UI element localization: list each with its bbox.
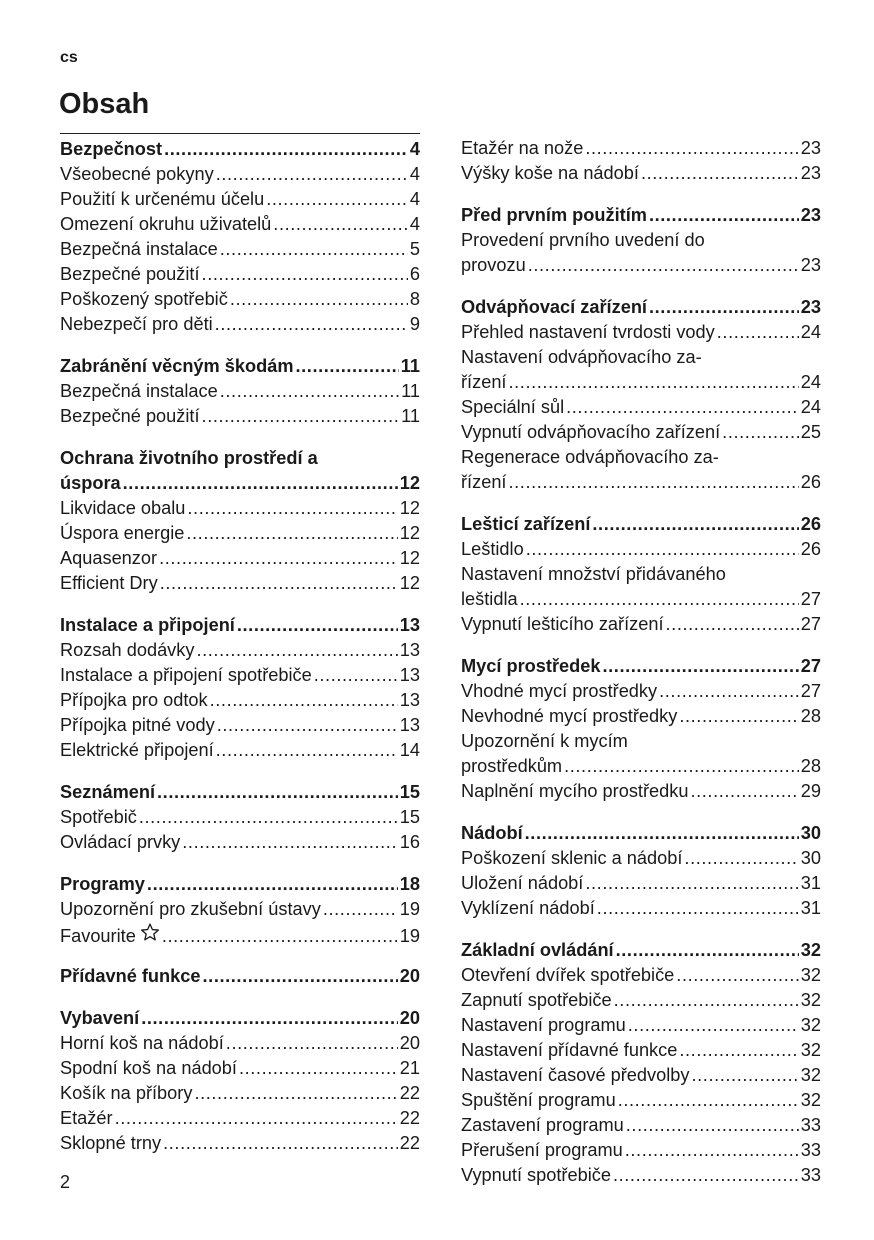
dot-leader (528, 253, 799, 278)
dot-leader (509, 370, 799, 395)
toc-page-number: 5 (409, 239, 420, 259)
toc-entry-title: Zastavení programu (461, 1115, 624, 1135)
toc-entry-title: Leštidlo (461, 539, 524, 559)
toc-entry[interactable] (60, 312, 420, 337)
dot-leader (649, 295, 799, 320)
dot-leader (603, 654, 799, 679)
toc-entry[interactable] (461, 395, 821, 420)
dot-leader (230, 287, 408, 312)
toc-entry[interactable] (461, 988, 821, 1013)
toc-page-number: 30 (800, 848, 821, 868)
toc-page-number: 13 (399, 690, 420, 710)
toc-entry[interactable] (461, 1163, 821, 1188)
toc-section-heading[interactable] (60, 872, 420, 897)
toc-page-number: 12 (399, 573, 420, 593)
toc-page-number: 12 (399, 523, 420, 543)
toc-entry[interactable] (60, 1031, 420, 1056)
toc-entry-title: leštidla (461, 589, 518, 609)
dot-leader (216, 738, 398, 763)
toc-entry[interactable] (60, 262, 420, 287)
toc-section (461, 935, 821, 1188)
toc-section (461, 818, 821, 921)
dot-leader (216, 162, 408, 187)
toc-entry-title: Přehled nastavení tvrdosti vody (461, 322, 715, 342)
toc-entry[interactable] (461, 320, 821, 345)
dot-leader (314, 663, 398, 688)
toc-entry[interactable] (461, 871, 821, 896)
dot-leader (613, 1163, 799, 1188)
toc-section (60, 610, 420, 763)
toc-page-number: 25 (800, 422, 821, 442)
toc-entry[interactable] (60, 187, 420, 212)
toc-entry[interactable] (60, 1106, 420, 1131)
toc-entry[interactable] (60, 663, 420, 688)
dot-leader (526, 537, 799, 562)
toc-entry-title: úspora (60, 473, 121, 493)
dot-leader (616, 938, 799, 963)
toc-page-number: 12 (399, 498, 420, 518)
toc-page-number: 24 (800, 397, 821, 417)
toc-entry-title: Přerušení programu (461, 1140, 623, 1160)
toc-page-number: 18 (399, 874, 420, 894)
toc-page-number: 32 (800, 965, 821, 985)
dot-leader (210, 688, 398, 713)
toc-page-number: 20 (399, 1008, 420, 1028)
toc-entry-title: Aquasenzor (60, 548, 158, 568)
toc-page-number: 13 (399, 665, 420, 685)
toc-entry[interactable] (60, 897, 420, 922)
dot-leader (614, 988, 799, 1013)
toc-entry-title: Etažér (60, 1108, 113, 1128)
toc-page-number: 6 (409, 264, 420, 284)
dot-leader (215, 312, 408, 337)
dot-leader (157, 780, 398, 805)
toc-entry[interactable] (60, 1056, 420, 1081)
toc-page-number: 33 (800, 1140, 821, 1160)
toc-section (60, 961, 420, 989)
toc-entry-title: Nastavení časové předvolby (461, 1065, 690, 1085)
dot-leader (187, 496, 397, 521)
toc-section (461, 509, 821, 637)
toc-heading-line: Ochrana životního prostředí a (60, 448, 318, 468)
toc-entry[interactable] (461, 161, 821, 186)
toc-entry-title: Nevhodné mycí prostředky (461, 706, 678, 726)
toc-section-heading[interactable] (60, 471, 420, 496)
toc-entry[interactable] (461, 754, 821, 779)
toc-entry-line: Nastavení množství přidávaného (461, 564, 726, 584)
toc-entry[interactable] (461, 253, 821, 278)
toc-page-number: 27 (800, 681, 821, 701)
toc-page-number: 19 (399, 926, 420, 946)
dot-leader (203, 964, 398, 989)
dot-leader (666, 612, 799, 637)
toc-section-heading[interactable] (461, 295, 821, 320)
toc-page-number: 4 (409, 164, 420, 184)
toc-section (60, 777, 420, 855)
toc-entry-title: Nastavení přídavné funkce (461, 1040, 678, 1060)
language-code: cs (60, 49, 78, 66)
dot-leader (628, 1013, 799, 1038)
toc-entry[interactable] (60, 1081, 420, 1106)
toc-page-number: 12 (399, 473, 420, 493)
toc-section (60, 869, 420, 947)
toc-entry-line: Nastavení odvápňovacího za- (461, 347, 702, 367)
toc-page-number: 14 (399, 740, 420, 760)
dot-leader (273, 212, 408, 237)
toc-entry-title: Horní koš na nádobí (60, 1033, 224, 1053)
dot-leader (564, 754, 799, 779)
toc-page-number: 24 (800, 322, 821, 342)
toc-entry-title: Odvápňovací zařízení (461, 297, 647, 317)
toc-page-number: 32 (800, 1065, 821, 1085)
toc-page-number: 29 (800, 781, 821, 801)
toc-entry-title: Spotřebič (60, 807, 137, 827)
toc-page-number: 8 (409, 289, 420, 309)
toc-entry-title: Likvidace obalu (60, 498, 186, 518)
toc-entry-title: Speciální sůl (461, 397, 565, 417)
dot-leader (220, 237, 408, 262)
toc-page-number: 31 (800, 898, 821, 918)
toc-page-number: 26 (800, 514, 821, 534)
toc-entry[interactable] (461, 846, 821, 871)
toc-section-heading[interactable] (461, 512, 821, 537)
toc-entry-title: Před prvním použitím (461, 205, 647, 225)
toc-entry[interactable] (461, 420, 821, 445)
toc-section (461, 651, 821, 804)
toc-section-heading[interactable] (461, 938, 821, 963)
toc-entry[interactable] (60, 287, 420, 312)
toc-entry-title: Efficient Dry (60, 573, 158, 593)
dot-leader (182, 830, 397, 855)
toc-left-column (60, 133, 420, 1156)
toc-entry[interactable] (461, 612, 821, 637)
dot-leader (217, 713, 398, 738)
toc-entry-title: Etažér na nože (461, 138, 584, 158)
dot-leader (691, 1063, 798, 1088)
toc-entry-title: Instalace a připojení spotřebiče (60, 665, 312, 685)
toc-entry-title: Programy (60, 874, 145, 894)
toc-page-number: 13 (399, 715, 420, 735)
toc-entry-title: Košík na příbory (60, 1083, 193, 1103)
toc-entry[interactable] (461, 963, 821, 988)
toc-entry-title: Mycí prostředek (461, 656, 601, 676)
toc-page-number: 13 (399, 640, 420, 660)
dot-leader (509, 470, 799, 495)
toc-entry-title: Instalace a připojení (60, 615, 235, 635)
toc-entry-title: Přípojka pitné vody (60, 715, 215, 735)
dot-leader (597, 896, 799, 921)
toc-entry[interactable] (461, 679, 821, 704)
toc-page-number: 9 (409, 314, 420, 334)
star-icon (140, 922, 160, 949)
toc-page-number: 12 (399, 548, 420, 568)
toc-entry[interactable] (60, 162, 420, 187)
toc-entry-title: Bezpečná instalace (60, 381, 218, 401)
toc-section-heading[interactable] (60, 780, 420, 805)
toc-entry[interactable] (461, 779, 821, 804)
toc-entry-title: Omezení okruhu uživatelů (60, 214, 272, 234)
toc-entry[interactable] (60, 688, 420, 713)
toc-entry[interactable] (461, 1063, 821, 1088)
toc-page-number: 22 (399, 1108, 420, 1128)
toc-entry-title: řízení (461, 372, 507, 392)
dot-leader (266, 187, 408, 212)
toc-page-number: 11 (401, 406, 420, 426)
dot-leader (160, 571, 398, 596)
toc-entry[interactable] (461, 587, 821, 612)
toc-entry[interactable] (461, 370, 821, 395)
toc-entry-line: Upozornění k mycím (461, 731, 628, 751)
toc-page-number: 22 (399, 1083, 420, 1103)
dot-leader (296, 354, 399, 379)
toc-entry-title: Elektrické připojení (60, 740, 214, 760)
dot-leader (641, 161, 799, 186)
toc-entry-title: Lešticí zařízení (461, 514, 591, 534)
toc-entry-title: Spuštění programu (461, 1090, 616, 1110)
dot-leader (525, 821, 799, 846)
dot-leader (717, 320, 799, 345)
dot-leader (202, 404, 400, 429)
toc-page-number: 11 (401, 381, 420, 401)
toc-entry-title: Všeobecné pokyny (60, 164, 214, 184)
toc-entry[interactable] (60, 922, 420, 947)
toc-page-number: 22 (399, 1133, 420, 1153)
toc-entry[interactable] (60, 521, 420, 546)
toc-page-number: 4 (409, 139, 420, 159)
dot-leader (585, 136, 798, 161)
toc-entry-line: Regenerace odvápňovacího za- (461, 447, 719, 467)
toc-entry[interactable] (60, 830, 420, 855)
dot-leader (625, 1138, 799, 1163)
toc-entry[interactable] (461, 1138, 821, 1163)
toc-page-number: 16 (399, 832, 420, 852)
toc-section-heading[interactable] (461, 821, 821, 846)
toc-entry-line: Provedení prvního uvedení do (461, 230, 705, 250)
toc-entry-title: Vhodné mycí prostředky (461, 681, 658, 701)
dot-leader (186, 521, 397, 546)
toc-entry[interactable] (461, 470, 821, 495)
toc-section (461, 292, 821, 495)
toc-entry-title: Zabránění věcným škodám (60, 356, 294, 376)
toc-entry[interactable] (461, 136, 821, 161)
toc-section-heading[interactable] (60, 613, 420, 638)
toc-page-number: 24 (800, 372, 821, 392)
toc-page-number: 20 (399, 1033, 420, 1053)
toc-page-number: 23 (800, 297, 821, 317)
toc-page-number: 32 (800, 1040, 821, 1060)
toc-entry-title: Vypnutí spotřebiče (461, 1165, 611, 1185)
toc-entry[interactable] (461, 704, 821, 729)
toc-entry-title: Přídavné funkce (60, 966, 201, 986)
toc-entry-title: Výšky koše na nádobí (461, 163, 639, 183)
dot-leader (239, 1056, 398, 1081)
toc-entry-title: Poškození sklenic a nádobí (461, 848, 683, 868)
toc-entry-title: Úspora energie (60, 523, 185, 543)
toc-section (60, 134, 420, 337)
toc-entry-title: Naplnění mycího prostředku (461, 781, 689, 801)
toc-section-heading[interactable] (461, 654, 821, 679)
toc-entry[interactable] (60, 404, 420, 429)
dot-leader (159, 546, 398, 571)
dot-leader (659, 679, 799, 704)
toc-page-number: 11 (400, 356, 420, 376)
toc-entry-title: Spodní koš na nádobí (60, 1058, 237, 1078)
toc-right-column (461, 133, 821, 1188)
toc-page-number: 15 (399, 782, 420, 802)
toc-section-heading[interactable] (60, 964, 420, 989)
toc-page-number: 28 (800, 756, 821, 776)
toc-entry-title: Rozsah dodávky (60, 640, 195, 660)
toc-section (60, 1003, 420, 1156)
toc-entry[interactable] (60, 1131, 420, 1156)
toc-entry-title: Bezpečné použití (60, 264, 200, 284)
toc-section-heading[interactable] (60, 1006, 420, 1031)
toc-page-number: 28 (800, 706, 821, 726)
toc-entry[interactable] (60, 805, 420, 830)
toc-entry-title: Vypnutí odvápňovacího zařízení (461, 422, 721, 442)
toc-entry-title: provozu (461, 255, 526, 275)
dot-leader (147, 872, 398, 897)
toc-entry[interactable] (461, 537, 821, 562)
toc-entry-title: Nebezpečí pro děti (60, 314, 213, 334)
dot-leader (162, 924, 398, 949)
page-title: Obsah (59, 88, 150, 120)
toc-section (461, 200, 821, 278)
dot-leader (684, 846, 798, 871)
toc-entry-title: Vybavení (60, 1008, 140, 1028)
toc-page-number: 26 (800, 539, 821, 559)
toc-page-number: 19 (399, 899, 420, 919)
toc-page-number: 21 (399, 1058, 420, 1078)
toc-page-number: 20 (399, 966, 420, 986)
toc-entry-title: Použití k určenému účelu (60, 189, 265, 209)
dot-leader (123, 471, 398, 496)
toc-section (60, 351, 420, 429)
toc-entry-title: Favourite (60, 926, 136, 946)
toc-entry-title: Otevření dvířek spotřebiče (461, 965, 675, 985)
toc-entry[interactable] (60, 546, 420, 571)
dot-leader (202, 262, 408, 287)
toc-entry-title: Přípojka pro odtok (60, 690, 208, 710)
dot-leader (194, 1081, 397, 1106)
toc-entry[interactable] (60, 738, 420, 763)
toc-page-number: 27 (800, 589, 821, 609)
dot-leader (585, 871, 798, 896)
toc-page-number: 33 (800, 1115, 821, 1135)
toc-entry[interactable] (60, 496, 420, 521)
toc-entry-title: Bezpečné použití (60, 406, 200, 426)
toc-entry-title: Nastavení programu (461, 1015, 626, 1035)
toc-page-number: 4 (409, 214, 420, 234)
toc-page-number: 23 (800, 163, 821, 183)
dot-leader (520, 587, 799, 612)
dot-leader (163, 1131, 398, 1156)
dot-leader (690, 779, 798, 804)
toc-entry-title: řízení (461, 472, 507, 492)
toc-entry-title: Zapnutí spotřebiče (461, 990, 612, 1010)
toc-entry-title: Upozornění pro zkušební ústavy (60, 899, 321, 919)
toc-page-number: 27 (800, 614, 821, 634)
toc-entry-title: Bezpečná instalace (60, 239, 218, 259)
toc-page-number: 23 (800, 255, 821, 275)
toc-entry-title: Uložení nádobí (461, 873, 584, 893)
toc-entry-title: Vyklízení nádobí (461, 898, 595, 918)
toc-page-number: 32 (800, 1090, 821, 1110)
dot-leader (141, 1006, 398, 1031)
toc-entry-title: prostředkům (461, 756, 563, 776)
dot-leader (649, 203, 799, 228)
toc-page-number: 27 (800, 656, 821, 676)
dot-leader (237, 613, 398, 638)
toc-entry[interactable] (60, 638, 420, 663)
toc-entry[interactable] (60, 713, 420, 738)
toc-entry-title: Bezpečnost (60, 139, 163, 159)
toc-page-number: 23 (800, 205, 821, 225)
toc-entry[interactable] (461, 1088, 821, 1113)
toc-section-heading[interactable] (461, 203, 821, 228)
toc-section-heading[interactable] (60, 137, 420, 162)
toc-entry-title: Sklopné trny (60, 1133, 162, 1153)
toc-entry[interactable] (461, 1013, 821, 1038)
page-number: 2 (60, 1172, 71, 1192)
toc-entry[interactable] (60, 571, 420, 596)
toc-entry-title: Základní ovládání (461, 940, 614, 960)
toc-entry-title: Nádobí (461, 823, 523, 843)
dot-leader (196, 638, 397, 663)
toc-page-number: 26 (800, 472, 821, 492)
toc-entry[interactable] (461, 1113, 821, 1138)
toc-page-number: 32 (800, 990, 821, 1010)
toc-page-number: 23 (800, 138, 821, 158)
toc-entry-title: Poškozený spotřebič (60, 289, 228, 309)
toc-page-number: 4 (409, 189, 420, 209)
dot-leader (566, 395, 799, 420)
dot-leader (139, 805, 398, 830)
toc-page-number: 33 (800, 1165, 821, 1185)
dot-leader (592, 512, 798, 537)
dot-leader (722, 420, 799, 445)
dot-leader (226, 1031, 398, 1056)
toc-entry[interactable] (60, 379, 420, 404)
toc-entry-title: Ovládací prvky (60, 832, 181, 852)
toc-entry[interactable] (461, 896, 821, 921)
dot-leader (618, 1088, 799, 1113)
toc-entry[interactable] (461, 1038, 821, 1063)
toc-section (60, 443, 420, 596)
dot-leader (164, 137, 408, 162)
toc-entry[interactable] (60, 212, 420, 237)
dot-leader (679, 1038, 798, 1063)
dot-leader (626, 1113, 799, 1138)
toc-page-number: 13 (399, 615, 420, 635)
dot-leader (323, 897, 398, 922)
toc-page-number: 32 (800, 1015, 821, 1035)
toc-entry-title: Vypnutí lešticího zařízení (461, 614, 664, 634)
toc-entry[interactable] (60, 237, 420, 262)
toc-page-number: 15 (399, 807, 420, 827)
toc-page-number: 31 (800, 873, 821, 893)
dot-leader (220, 379, 399, 404)
toc-section (461, 133, 821, 186)
dot-leader (115, 1106, 398, 1131)
toc-page-number: 32 (800, 940, 821, 960)
dot-leader (679, 704, 798, 729)
toc-section-heading[interactable] (60, 354, 420, 379)
toc-page-number: 30 (800, 823, 821, 843)
toc-entry-title: Seznámení (60, 782, 156, 802)
dot-leader (676, 963, 798, 988)
